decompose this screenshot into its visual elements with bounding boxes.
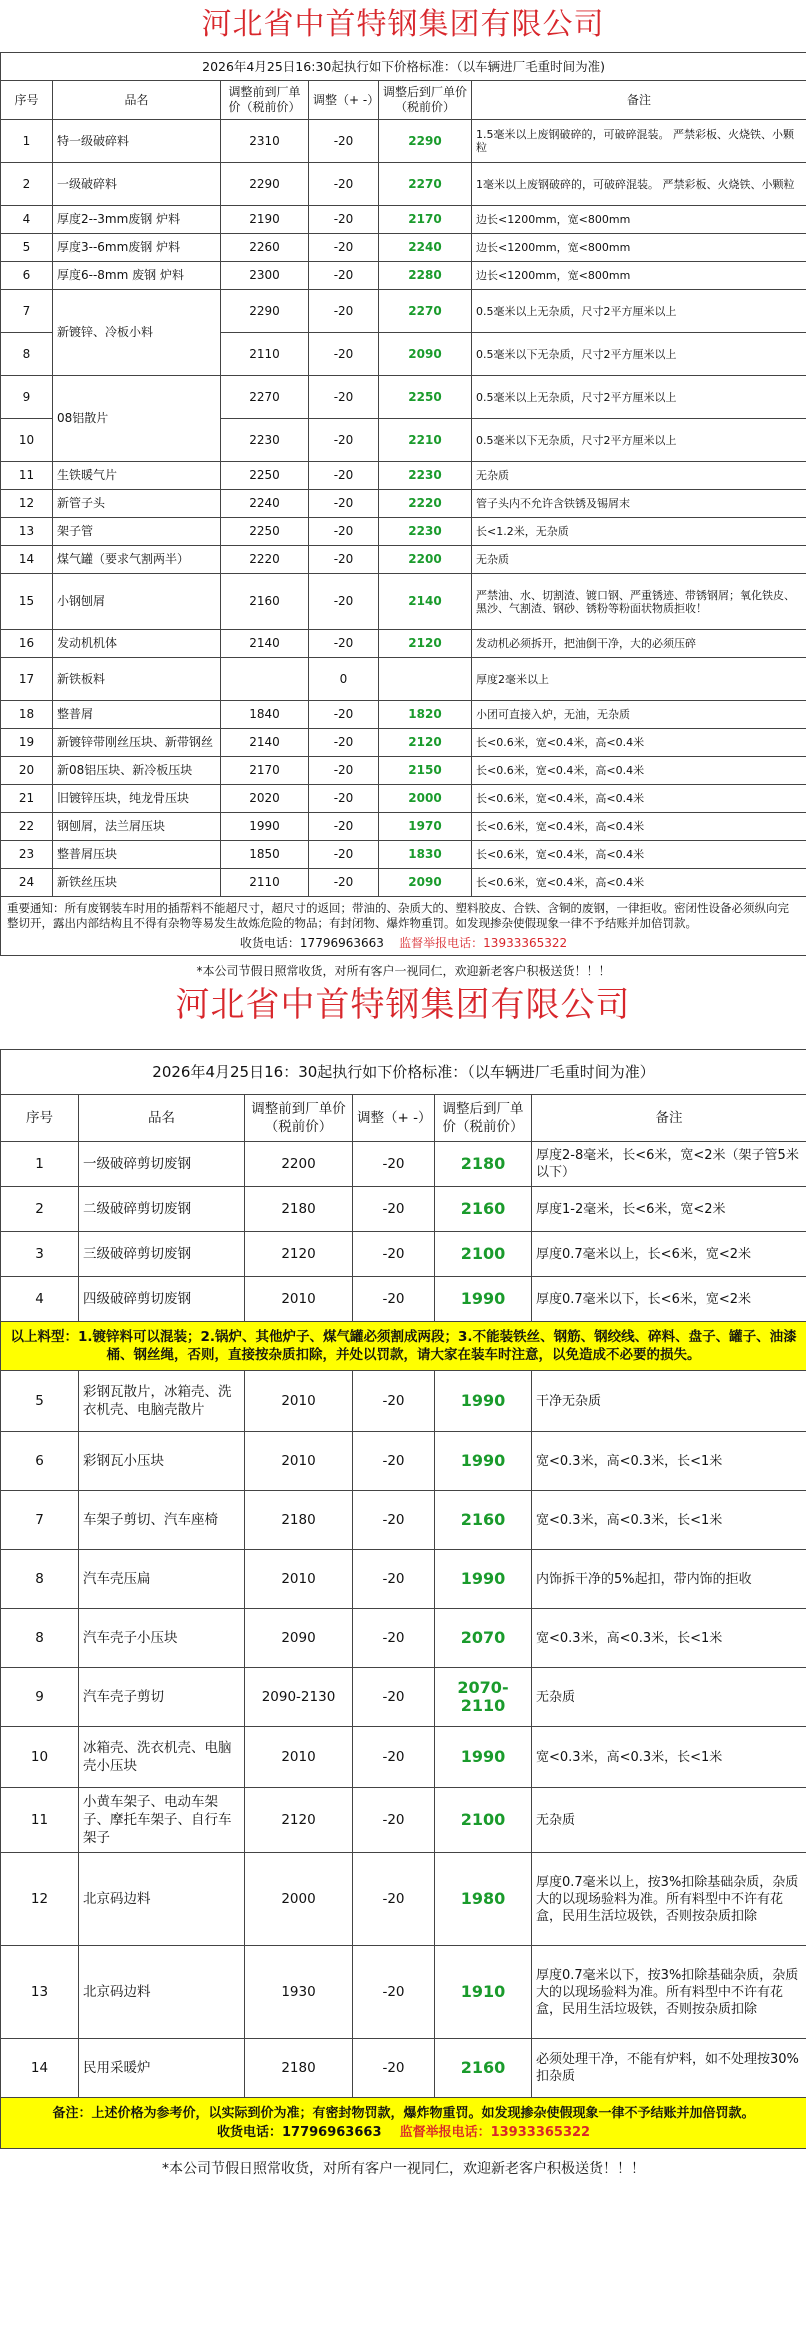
row-price-after: 2240 xyxy=(379,234,472,262)
table-row xyxy=(1,1232,806,1277)
row-name: 新08铝压块、新冷板压块 xyxy=(53,757,221,785)
row-price-after: 2120 xyxy=(379,729,472,757)
row-adjust: -20 xyxy=(309,206,379,234)
table-row xyxy=(1,1277,806,1322)
row-price-after: 2100 xyxy=(435,1232,532,1277)
row-price-before: 1990 xyxy=(221,813,309,841)
row-no: 13 xyxy=(1,1946,79,2039)
row-no: 11 xyxy=(1,462,53,490)
table-row xyxy=(1,1788,806,1853)
row-name: 彩钢瓦散片，冰箱壳、洗衣机壳、电脑壳散片 xyxy=(79,1371,245,1432)
row-name: 北京码边料 xyxy=(79,1946,245,2039)
row-adjust: -20 xyxy=(309,163,379,206)
row-remark: 长<0.6米，宽<0.4米，高<0.4米 xyxy=(472,729,806,757)
row-price-after: 1910 xyxy=(435,1946,532,2039)
row-no: 1 xyxy=(1,120,53,163)
row-name: 架子管 xyxy=(53,518,221,546)
row-name: 新镀锌带刚丝压块、新带钢丝 xyxy=(53,729,221,757)
row-price-after: 2250 xyxy=(379,376,472,419)
row-name: 冰箱壳、洗衣机壳、电脑壳小压块 xyxy=(79,1727,245,1788)
row-name: 整普屑压块 xyxy=(53,841,221,869)
table-row xyxy=(1,869,806,897)
row-adjust: -20 xyxy=(309,333,379,376)
report-phone: 监督举报电话：13933365322 xyxy=(399,2125,591,2140)
row-price-before: 2140 xyxy=(221,729,309,757)
row-name: 生铁暖气片 xyxy=(53,462,221,490)
row-adjust: -20 xyxy=(309,574,379,630)
row-name: 小钢刨屑 xyxy=(53,574,221,630)
row-adjust: -20 xyxy=(353,1788,435,1853)
row-name: 发动机机体 xyxy=(53,630,221,658)
row-remark: 长<0.6米，宽<0.4米，高<0.4米 xyxy=(472,785,806,813)
table-row xyxy=(1,1142,806,1187)
table-row xyxy=(1,1371,806,1432)
row-remark: 长<0.6米，宽<0.4米，高<0.4米 xyxy=(472,841,806,869)
row-price-after: 2220 xyxy=(379,490,472,518)
header-adjust: 调整（+ -） xyxy=(309,81,379,120)
report-phone: 监督举报电话：13933365322 xyxy=(399,936,568,950)
holiday-tagline: *本公司节假日照常收货，对所有客户一视同仁，欢迎新老客户积极送货！！！ xyxy=(196,963,611,978)
row-name: 二级破碎剪切废钢 xyxy=(79,1187,245,1232)
table-row xyxy=(1,120,806,163)
row-price-after: 2280 xyxy=(379,262,472,290)
row-remark: 无杂质 xyxy=(532,1788,806,1853)
row-price-after: 2150 xyxy=(379,757,472,785)
row-remark: 厚度1-2毫米，长<6米，宽<2米 xyxy=(532,1187,806,1232)
row-adjust: -20 xyxy=(309,701,379,729)
table-row xyxy=(1,841,806,869)
row-price-before: 2110 xyxy=(221,869,309,897)
row-price-after: 2160 xyxy=(435,2039,532,2098)
row-adjust: -20 xyxy=(353,1946,435,2039)
row-name: 小黄车架子、电动车架子、摩托车架子、自行车架子 xyxy=(79,1788,245,1853)
row-price-before: 2180 xyxy=(245,1187,353,1232)
row-price-after: 2140 xyxy=(379,574,472,630)
row-remark: 1毫米以上废钢破碎的，可破碎混装。 严禁彩板、火烧铁、小颗粒 xyxy=(472,163,806,206)
row-remark: 厚度0.7毫米以上，按3%扣除基础杂质，杂质大的以现场验料为准。所有料型中不许有花盒，民用生活垃圾铁，否则按杂质扣除 xyxy=(532,1853,806,1946)
row-remark: 小团可直接入炉，无油，无杂质 xyxy=(472,701,806,729)
row-remark: 0.5毫米以下无杂质，尺寸2平方厘米以上 xyxy=(472,419,806,462)
row-adjust: -20 xyxy=(353,1853,435,1946)
table-row xyxy=(1,785,806,813)
row-price-after: 2230 xyxy=(379,518,472,546)
row-remark: 0.5毫米以上无杂质，尺寸2平方厘米以上 xyxy=(472,376,806,419)
row-price-after: 2230 xyxy=(379,462,472,490)
row-price-after: 2210 xyxy=(379,419,472,462)
row-adjust: -20 xyxy=(309,262,379,290)
row-price-before: 2090 xyxy=(245,1609,353,1668)
row-name: 一级破碎料 xyxy=(53,163,221,206)
row-adjust: 0 xyxy=(309,658,379,701)
header-price-before: 调整前到厂单价（税前价） xyxy=(221,81,309,120)
table-row xyxy=(1,1609,806,1668)
row-price-before: 2180 xyxy=(245,2039,353,2098)
row-price-after: 1990 xyxy=(435,1432,532,1491)
table-row xyxy=(1,1491,806,1550)
price-table xyxy=(0,52,806,986)
row-adjust: -20 xyxy=(353,1432,435,1491)
row-adjust: -20 xyxy=(353,1277,435,1322)
row-price-before: 1930 xyxy=(245,1946,353,2039)
row-price-before: 2290 xyxy=(221,163,309,206)
row-price-after: 1820 xyxy=(379,701,472,729)
row-no: 7 xyxy=(1,1491,79,1550)
row-adjust: -20 xyxy=(353,1371,435,1432)
row-no: 4 xyxy=(1,1277,79,1322)
row-price-before: 2120 xyxy=(245,1232,353,1277)
row-no: 14 xyxy=(1,2039,79,2098)
row-name: 四级破碎剪切废钢 xyxy=(79,1277,245,1322)
row-price-after: 1990 xyxy=(435,1727,532,1788)
row-price-before: 2140 xyxy=(221,630,309,658)
header-no: 序号 xyxy=(1,1095,79,1142)
header-price-before: 调整前到厂单价（税前价） xyxy=(245,1095,353,1142)
row-remark: 管子头内不允许含铁锈及锡屑末 xyxy=(472,490,806,518)
row-no: 2 xyxy=(1,1187,79,1232)
row-price-before: 2290 xyxy=(221,290,309,333)
row-name: 厚度2--3mm废钢 炉料 xyxy=(53,206,221,234)
table-row xyxy=(1,1946,806,2039)
row-price-after: 2120 xyxy=(379,630,472,658)
row-price-after: 2070-2110 xyxy=(435,1668,532,1727)
row-name: 08铝散片 xyxy=(53,376,221,462)
table-header xyxy=(1,81,806,120)
row-price-before: 2220 xyxy=(221,546,309,574)
row-no: 24 xyxy=(1,869,53,897)
row-remark: 长<0.6米，宽<0.4米，高<0.4米 xyxy=(472,869,806,897)
row-price-after: 2160 xyxy=(435,1187,532,1232)
row-price-before: 2010 xyxy=(245,1371,353,1432)
row-remark: 长<0.6米，宽<0.4米，高<0.4米 xyxy=(472,757,806,785)
company-title: 河北省中首特钢集团有限公司 xyxy=(201,7,605,42)
row-price-before: 2260 xyxy=(221,234,309,262)
row-adjust: -20 xyxy=(309,630,379,658)
price-table xyxy=(0,1049,806,2189)
row-remark: 严禁油、水、切割渣、镀口钢、严重锈迹、带锈钢屑；氧化铁皮、黑沙、气割渣、钢砂、锈粉等粉面状物质拒收！ xyxy=(472,574,806,630)
receiving-phone: 收货电话：17796963663 xyxy=(239,936,384,950)
row-price-before: 2010 xyxy=(245,1550,353,1609)
table-row xyxy=(1,376,806,419)
table-row xyxy=(1,490,806,518)
row-remark: 宽<0.3米，高<0.3米，长<1米 xyxy=(532,1491,806,1550)
row-price-before xyxy=(221,658,309,701)
row-remark: 必须处理干净，不能有炉料，如不处理按30%扣杂质 xyxy=(532,2039,806,2098)
row-remark: 无杂质 xyxy=(472,546,806,574)
row-price-after: 1990 xyxy=(435,1277,532,1322)
row-name: 特一级破碎料 xyxy=(53,120,221,163)
row-remark: 发动机必须拆开，把油倒干净，大的必须压碎 xyxy=(472,630,806,658)
row-remark: 厚度0.7毫米以下，按3%扣除基础杂质，杂质大的以现场验料为准。所有料型中不许有花盒，民用生活垃圾铁，否则按杂质扣除 xyxy=(532,1946,806,2039)
row-price-before: 2000 xyxy=(245,1853,353,1946)
row-name: 汽车壳子剪切 xyxy=(79,1668,245,1727)
row-remark: 厚度2毫米以上 xyxy=(472,658,806,701)
table-row xyxy=(1,518,806,546)
row-remark: 宽<0.3米，高<0.3米，长<1米 xyxy=(532,1609,806,1668)
row-name: 汽车壳子小压块 xyxy=(79,1609,245,1668)
header-adjust: 调整（+ -） xyxy=(353,1095,435,1142)
row-price-before: 2010 xyxy=(245,1277,353,1322)
row-remark: 边长<1200mm，宽<800mm xyxy=(472,262,806,290)
row-adjust: -20 xyxy=(309,841,379,869)
table-row xyxy=(1,546,806,574)
row-no: 11 xyxy=(1,1788,79,1853)
row-price-before: 2180 xyxy=(245,1491,353,1550)
row-name: 钢刨屑，法兰屑压块 xyxy=(53,813,221,841)
row-no: 8 xyxy=(1,333,53,376)
row-no: 20 xyxy=(1,757,53,785)
row-name: 民用采暖炉 xyxy=(79,2039,245,2098)
row-price-before: 2270 xyxy=(221,376,309,419)
row-remark: 厚度0.7毫米以下，长<6米，宽<2米 xyxy=(532,1277,806,1322)
row-name: 新铁板料 xyxy=(53,658,221,701)
row-name: 旧镀锌压块，纯龙骨压块 xyxy=(53,785,221,813)
row-remark: 边长<1200mm，宽<800mm xyxy=(472,206,806,234)
row-price-before: 1840 xyxy=(221,701,309,729)
header-remark: 备注 xyxy=(532,1095,806,1142)
row-remark: 边长<1200mm，宽<800mm xyxy=(472,234,806,262)
row-no: 4 xyxy=(1,206,53,234)
row-remark: 厚度2-8毫米，长<6米，宽<2米（架子管5米以下） xyxy=(532,1142,806,1187)
effective-notice: 2026年4月25日16：30起执行如下价格标准：（以车辆进厂毛重时间为准） xyxy=(1,1050,806,1095)
row-no: 6 xyxy=(1,1432,79,1491)
price-sheet-1 xyxy=(0,0,806,978)
row-no: 12 xyxy=(1,1853,79,1946)
table-row xyxy=(1,206,806,234)
row-no: 13 xyxy=(1,518,53,546)
row-adjust: -20 xyxy=(353,1187,435,1232)
row-adjust: -20 xyxy=(353,1668,435,1727)
row-adjust: -20 xyxy=(309,757,379,785)
header-remark: 备注 xyxy=(472,81,806,120)
row-no: 15 xyxy=(1,574,53,630)
row-price-after: 1970 xyxy=(379,813,472,841)
row-no: 22 xyxy=(1,813,53,841)
table-row xyxy=(1,290,806,333)
row-adjust: -20 xyxy=(353,1727,435,1788)
row-adjust: -20 xyxy=(309,869,379,897)
row-price-after: 1830 xyxy=(379,841,472,869)
row-no: 3 xyxy=(1,1232,79,1277)
row-price-before: 2110 xyxy=(221,333,309,376)
table-row xyxy=(1,658,806,701)
row-adjust: -20 xyxy=(309,729,379,757)
row-price-before: 2250 xyxy=(221,518,309,546)
row-adjust: -20 xyxy=(309,376,379,419)
row-remark: 厚度0.7毫米以上，长<6米，宽<2米 xyxy=(532,1232,806,1277)
row-name: 彩钢瓦小压块 xyxy=(79,1432,245,1491)
table-row xyxy=(1,2039,806,2098)
table-row xyxy=(1,813,806,841)
row-remark: 0.5毫米以下无杂质，尺寸2平方厘米以上 xyxy=(472,333,806,376)
header-no: 序号 xyxy=(1,81,53,120)
row-price-before: 2120 xyxy=(245,1788,353,1853)
table-header xyxy=(1,1095,806,1142)
row-no: 19 xyxy=(1,729,53,757)
row-remark: 无杂质 xyxy=(472,462,806,490)
row-name: 北京码边料 xyxy=(79,1853,245,1946)
table-row xyxy=(1,1853,806,1946)
row-price-after: 2180 xyxy=(435,1142,532,1187)
header-name: 品名 xyxy=(53,81,221,120)
row-name: 新管子头 xyxy=(53,490,221,518)
table-row xyxy=(1,1432,806,1491)
row-remark: 内饰拆干净的5%起扣，带内饰的拒收 xyxy=(532,1550,806,1609)
row-price-before: 2010 xyxy=(245,1727,353,1788)
row-adjust: -20 xyxy=(353,1232,435,1277)
row-price-before: 2300 xyxy=(221,262,309,290)
row-no: 1 xyxy=(1,1142,79,1187)
row-price-before: 2010 xyxy=(245,1432,353,1491)
row-adjust: -20 xyxy=(309,290,379,333)
row-name: 新镀锌、冷板小料 xyxy=(53,290,221,376)
row-remark: 长<1.2米，无杂质 xyxy=(472,518,806,546)
row-adjust: -20 xyxy=(309,813,379,841)
row-price-after: 1990 xyxy=(435,1550,532,1609)
row-remark: 干净无杂质 xyxy=(532,1371,806,1432)
row-price-before: 2170 xyxy=(221,757,309,785)
row-adjust: -20 xyxy=(353,1142,435,1187)
table-row xyxy=(1,729,806,757)
row-price-before: 2160 xyxy=(221,574,309,630)
row-price-before: 2200 xyxy=(245,1142,353,1187)
row-price-after xyxy=(379,658,472,701)
row-no: 17 xyxy=(1,658,53,701)
row-remark: 长<0.6米，宽<0.4米，高<0.4米 xyxy=(472,813,806,841)
row-price-before: 2020 xyxy=(221,785,309,813)
price-footnote: 备注：上述价格为参考价，以实际到价为准；有密封物罚款，爆炸物重罚。如发现掺杂使假现象一律不予结账并加倍罚款。 xyxy=(52,2106,755,2121)
row-adjust: -20 xyxy=(309,546,379,574)
row-no: 16 xyxy=(1,630,53,658)
row-no: 2 xyxy=(1,163,53,206)
row-adjust: -20 xyxy=(309,785,379,813)
row-price-after: 2160 xyxy=(435,1491,532,1550)
row-no: 14 xyxy=(1,546,53,574)
row-price-after: 1980 xyxy=(435,1853,532,1946)
table-row xyxy=(1,574,806,630)
row-no: 18 xyxy=(1,701,53,729)
table-row xyxy=(1,462,806,490)
row-remark: 0.5毫米以上无杂质，尺寸2平方厘米以上 xyxy=(472,290,806,333)
table-row xyxy=(1,1550,806,1609)
table-row xyxy=(1,630,806,658)
row-no: 10 xyxy=(1,419,53,462)
row-price-before: 2240 xyxy=(221,490,309,518)
row-remark: 1.5毫米以上废钢破碎的，可破碎混装。 严禁彩板、火烧铁、小颗粒 xyxy=(472,120,806,163)
header-name: 品名 xyxy=(79,1095,245,1142)
row-no: 8 xyxy=(1,1609,79,1668)
table-row xyxy=(1,234,806,262)
table-row xyxy=(1,757,806,785)
table-row xyxy=(1,701,806,729)
important-notice: 重要通知：所有废钢装车时用的插帮料不能超尺寸，超尺寸的返回；带油的、杂质大的、塑料胶皮、合铁、含铜的废钢，一律拒收。密闭性设备必须纵向完整切开，露出内部结构且不得有杂物等易发生故炼危险的物品；有封闭物、爆炸物重罚。如发现掺杂使假现象一律不予结账并加倍罚款。 xyxy=(7,901,789,930)
row-name: 汽车壳压扁 xyxy=(79,1550,245,1609)
row-no: 9 xyxy=(1,376,53,419)
row-adjust: -20 xyxy=(309,120,379,163)
row-price-after: 2000 xyxy=(379,785,472,813)
row-price-after: 2200 xyxy=(379,546,472,574)
table-row xyxy=(1,1187,806,1232)
row-name: 新铁丝压块 xyxy=(53,869,221,897)
holiday-tagline: *本公司节假日照常收货，对所有客户一视同仁，欢迎新老客户积极送货！！！ xyxy=(162,2161,646,2177)
row-no: 5 xyxy=(1,1371,79,1432)
effective-notice: 2026年4月25日16:30起执行如下价格标准：（以车辆进厂毛重时间为准) xyxy=(1,53,806,81)
row-price-before: 2190 xyxy=(221,206,309,234)
row-adjust: -20 xyxy=(353,2039,435,2098)
row-name: 三级破碎剪切废钢 xyxy=(79,1232,245,1277)
row-no: 8 xyxy=(1,1550,79,1609)
row-price-after: 2090 xyxy=(379,333,472,376)
header-price-after: 调整后到厂单价（税前价） xyxy=(435,1095,532,1142)
row-price-after: 2170 xyxy=(379,206,472,234)
row-no: 5 xyxy=(1,234,53,262)
row-name: 整普屑 xyxy=(53,701,221,729)
table-row xyxy=(1,1668,806,1727)
row-price-before: 1850 xyxy=(221,841,309,869)
row-price-before: 2250 xyxy=(221,462,309,490)
row-adjust: -20 xyxy=(309,419,379,462)
row-price-before: 2090-2130 xyxy=(245,1668,353,1727)
row-price-after: 2070 xyxy=(435,1609,532,1668)
table-row xyxy=(1,262,806,290)
row-remark: 宽<0.3米，高<0.3米，长<1米 xyxy=(532,1432,806,1491)
row-price-after: 2100 xyxy=(435,1788,532,1853)
table-row xyxy=(1,163,806,206)
row-name: 厚度6--8mm 废钢 炉料 xyxy=(53,262,221,290)
header-price-after: 调整后到厂单价（税前价） xyxy=(379,81,472,120)
row-price-before: 2230 xyxy=(221,419,309,462)
row-adjust: -20 xyxy=(353,1550,435,1609)
row-no: 6 xyxy=(1,262,53,290)
row-price-after: 2290 xyxy=(379,120,472,163)
row-name: 煤气罐（要求气割两半） xyxy=(53,546,221,574)
row-remark: 宽<0.3米，高<0.3米，长<1米 xyxy=(532,1727,806,1788)
row-price-before: 2310 xyxy=(221,120,309,163)
row-price-after: 1990 xyxy=(435,1371,532,1432)
row-no: 10 xyxy=(1,1727,79,1788)
row-adjust: -20 xyxy=(309,518,379,546)
table-row xyxy=(1,1727,806,1788)
receiving-phone: 收货电话：17796963663 xyxy=(216,2125,382,2140)
row-name: 车架子剪切、汽车座椅 xyxy=(79,1491,245,1550)
row-price-after: 2090 xyxy=(379,869,472,897)
row-no: 12 xyxy=(1,490,53,518)
row-remark: 无杂质 xyxy=(532,1668,806,1727)
row-no: 21 xyxy=(1,785,53,813)
row-no: 23 xyxy=(1,841,53,869)
row-price-after: 2270 xyxy=(379,290,472,333)
row-no: 7 xyxy=(1,290,53,333)
row-adjust: -20 xyxy=(353,1491,435,1550)
row-adjust: -20 xyxy=(309,462,379,490)
row-adjust: -20 xyxy=(309,234,379,262)
row-price-after: 2270 xyxy=(379,163,472,206)
row-name: 厚度3--6mm废钢 炉料 xyxy=(53,234,221,262)
company-title: 河北省中首特钢集团有限公司 xyxy=(175,985,631,1025)
row-adjust: -20 xyxy=(353,1609,435,1668)
material-rules-note: 以上料型：1.镀锌料可以混装；2.锅炉、其他炉子、煤气罐必须割成两段；3.不能装铁丝、钢筋、钢绞线、碎料、盘子、罐子、油漆桶、钢丝绳，否则，直接按杂质扣除，并处以罚款，请大家在装车时注意，以免造成不必要的损失。 xyxy=(1,1322,806,1371)
price-sheet-2 xyxy=(0,965,806,2333)
row-name: 一级破碎剪切废钢 xyxy=(79,1142,245,1187)
row-no: 9 xyxy=(1,1668,79,1727)
row-adjust: -20 xyxy=(309,490,379,518)
